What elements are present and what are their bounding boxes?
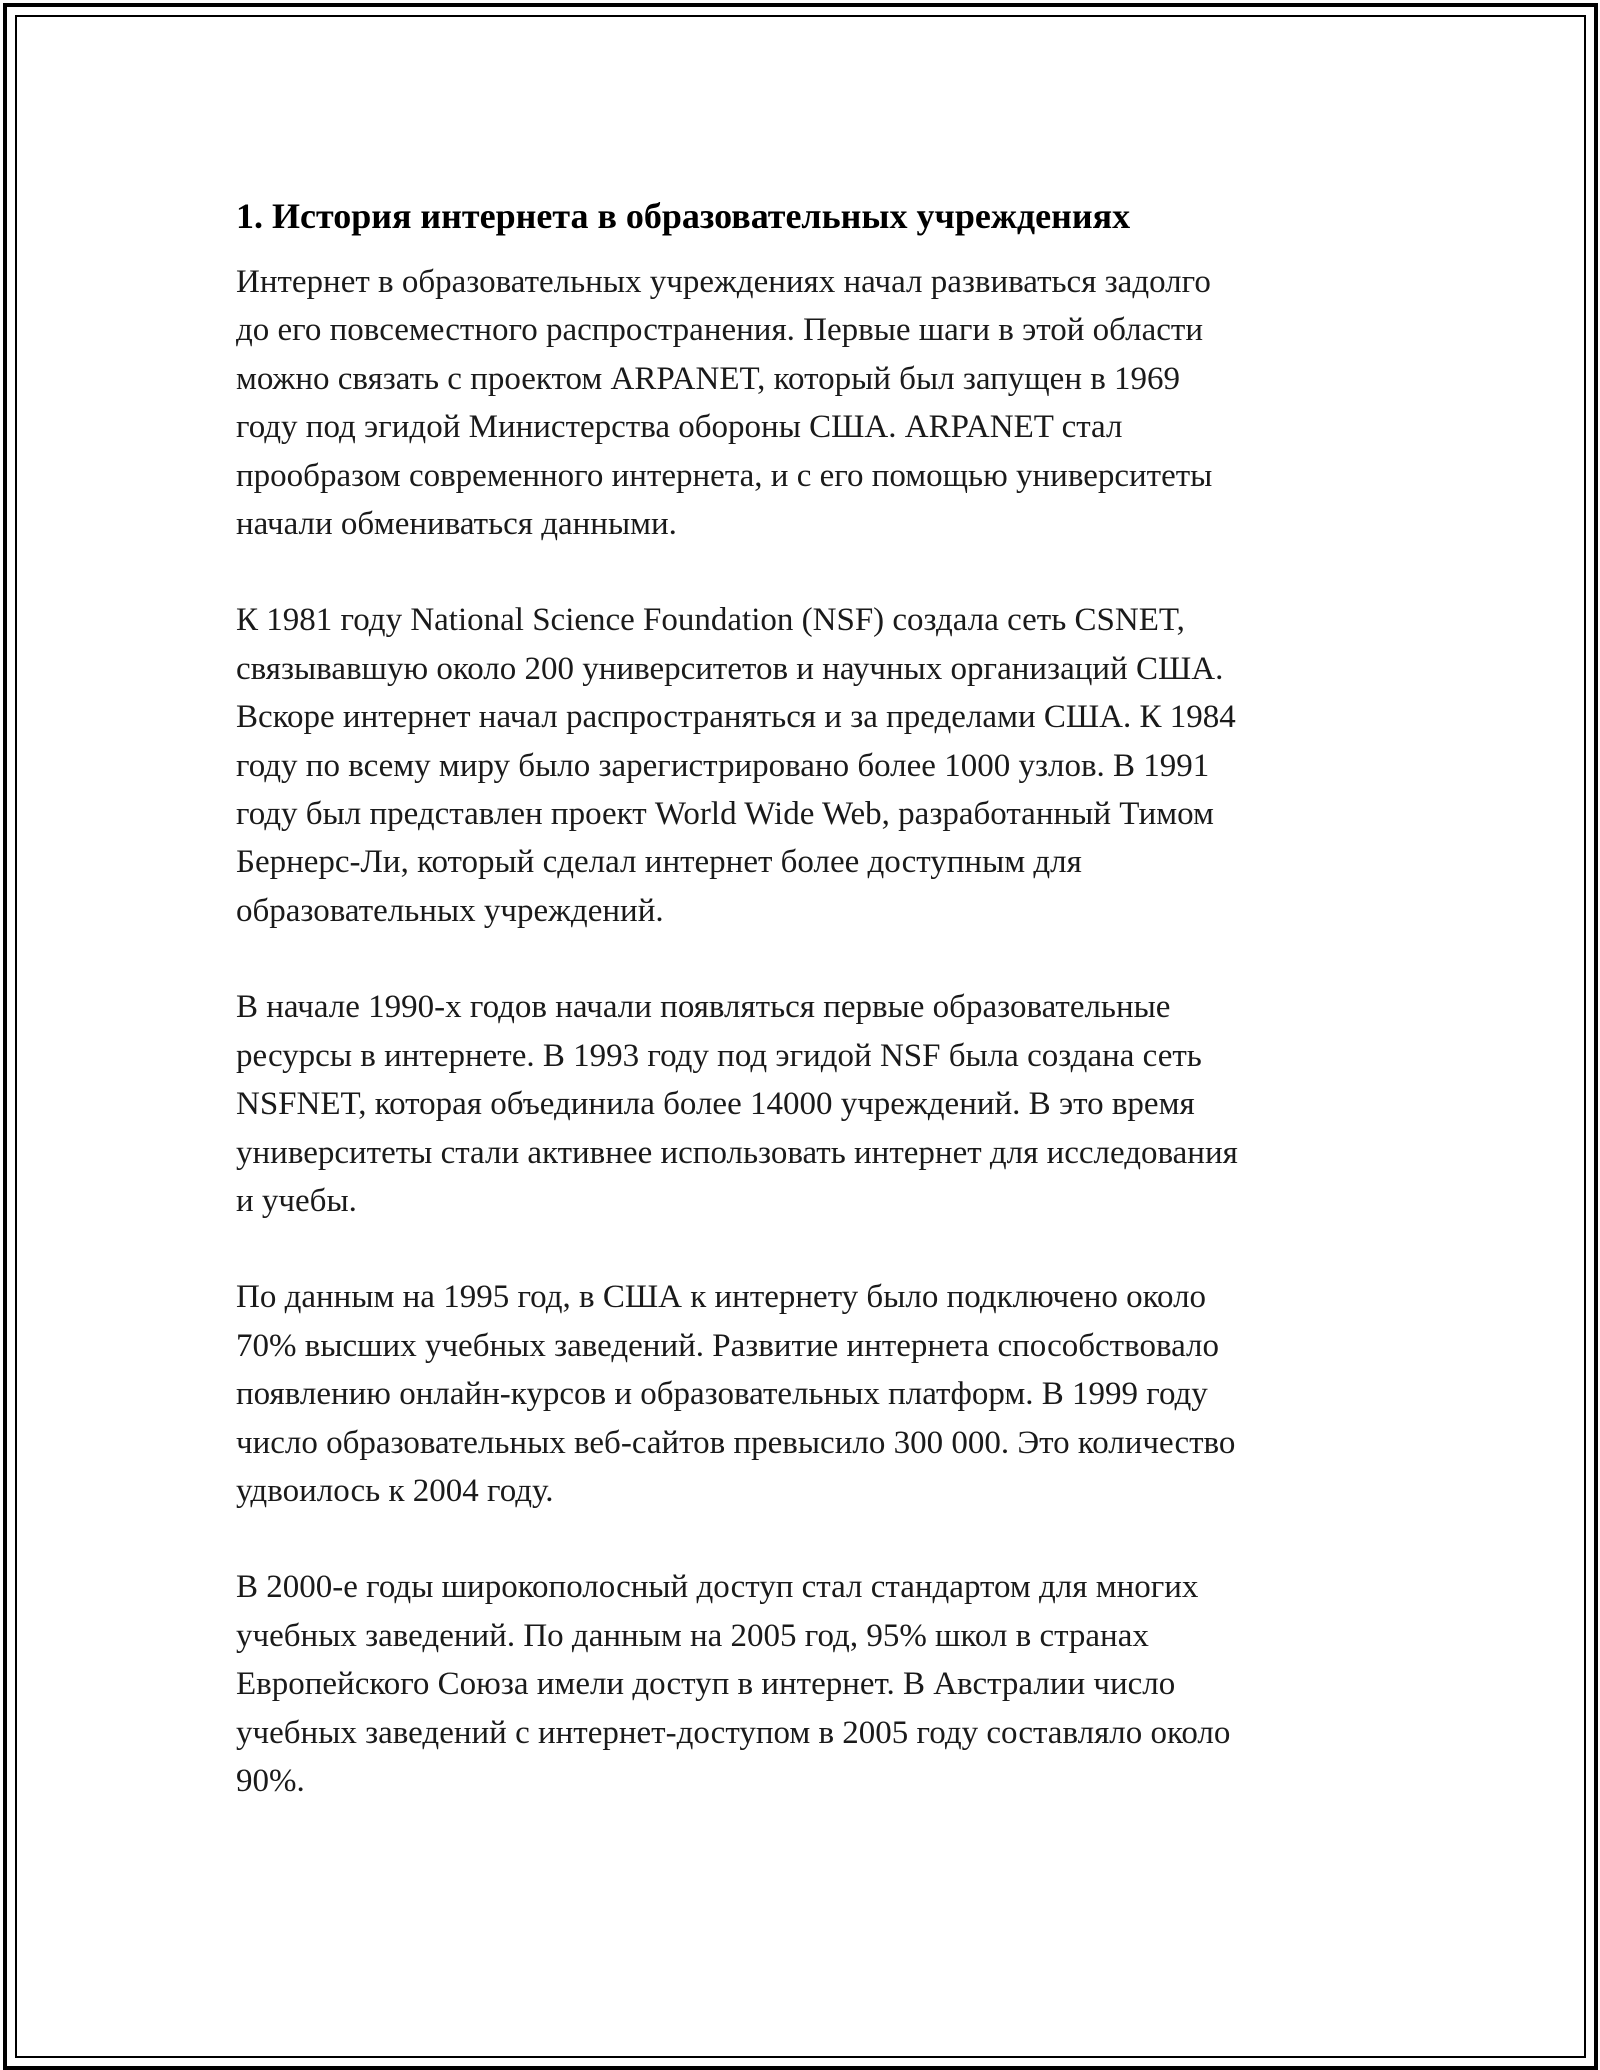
text-line: NSFNET, которая объединила более 14000 учреждений. В это время [236,1086,1195,1123]
text-line: Интернет в образовательных учреждениях начал развиваться задолго [236,264,1211,300]
text-line: можно связать с проектом ARPANET, который был запущен в 1969 [236,360,1181,397]
text-line: В 2000-е годы широкополосный доступ стал стандартом для многих [236,1569,1199,1606]
paragraph-csnet [236,596,1366,935]
paragraph-broadband [236,1563,1366,1805]
text-line: учебных заведений. По данным на 2005 год, 95% школ в странах [236,1617,1149,1654]
text-line: В начале 1990-х годов начали появляться первые образовательные [236,989,1171,1026]
text-line: К 1981 году National Science Foundation (NSF) создала сеть CSNET, [236,602,1185,639]
text-line: Европейского Союза имели доступ в интернет. В Австралии число [236,1666,1176,1703]
text-line: прообразом современного интернета, и с его помощью университеты [236,457,1213,494]
text-line: учебных заведений с интернет-доступом в 2005 году составляло около [236,1714,1231,1751]
text-line: число образовательных веб-сайтов превысило 300 000. Это количество [236,1424,1236,1461]
text-line: связывавшую около 200 университетов и научных организаций США. [236,650,1224,687]
text-line: появлению онлайн-курсов и образовательных платформ. В 1999 году [236,1376,1208,1413]
text-line: начали обмениваться данными. [236,506,677,543]
text-line: году под эгидой Министерства обороны США. ARPANET стал [236,409,1123,446]
text-line: университеты стали активнее использовать интернет для исследования [236,1134,1238,1171]
text-line: По данным на 1995 год, в США к интернету было подключено около [236,1279,1207,1316]
text-line: Вскоре интернет начал распространяться и за пределами США. К 1984 [236,699,1236,736]
text-line: образовательных учреждений. [236,892,664,929]
text-line: году по всему миру было зарегистрировано более 1000 узлов. В 1991 [236,747,1210,784]
text-line: Бернерс-Ли, который сделал интернет более доступным для [236,844,1082,881]
text-line: 90%. [236,1762,305,1799]
paragraph-nsfnet [236,983,1366,1225]
document-body [236,190,1366,1853]
text-line: и учебы. [236,1182,357,1219]
section-heading: 1. История интернета в образовательных учреждениях [236,196,1131,236]
text-line: году был представлен проект World Wide Web, разработанный Тимом [236,796,1214,833]
text-line: до его повсеместного распространения. Первые шаги в этой области [236,312,1203,349]
text-line: 70% высших учебных заведений. Развитие интернета способствовало [236,1327,1219,1364]
paragraph-1995-stats [236,1273,1366,1515]
text-line: удвоилось к 2004 году. [236,1472,554,1509]
text-line: ресурсы в интернете. В 1993 году под эгидой NSF была создана сеть [236,1037,1202,1074]
paragraph-arpanet [236,258,1366,548]
